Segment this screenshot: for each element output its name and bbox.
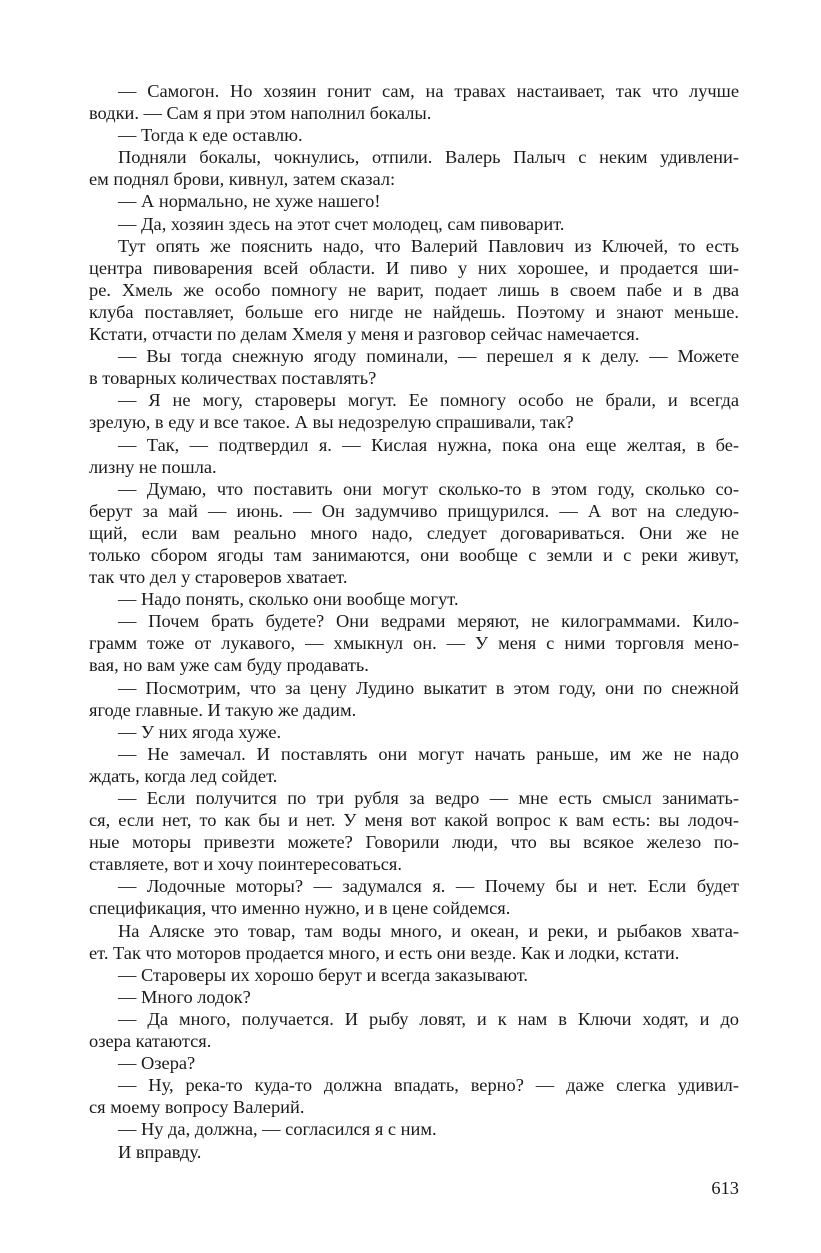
- text-line: — Посмотрим, что за цену Лудино выкатит в этом году, они по снежной: [118, 677, 739, 698]
- text-line: Подняли бокалы, чокнулись, отпили. Валерь Палыч с неким удивлени-: [118, 147, 739, 168]
- text-line: — Если получится по три рубля за ведро — мне есть смысл занимать-: [118, 788, 739, 808]
- text-line: грамм тоже от лукавого, — хмыкнул он. — У меня с ними торговля мено-: [89, 633, 739, 654]
- text-line: — Надо понять, сколько они вообще могут.: [118, 589, 459, 610]
- text-line: — Я не могу, староверы могут. Ее помногу особо не брали, и всегда: [118, 390, 739, 411]
- text-line: — А нормально, не хуже нашего!: [118, 191, 381, 212]
- text-line: ставляете, вот и хочу поинтересоваться.: [89, 854, 402, 875]
- text-line: в товарных количествах поставлять?: [89, 368, 377, 389]
- text-line: ягоде главные. И такую же дадим.: [89, 699, 357, 720]
- text-line: — Самогон. Но хозяин гонит сам, на травах настаивает, так что лучше: [118, 81, 739, 101]
- text-line: водки. — Сам я при этом наполнил бокалы.: [89, 103, 432, 124]
- text-line: озера катаются.: [89, 1031, 212, 1052]
- text-line: спецификация, что именно нужно, и в цене сойдемся.: [89, 898, 511, 919]
- text-line: центра пивоварения всей области. И пиво у них хорошее, и продается ши-: [89, 257, 739, 278]
- text-line: — Староверы их хорошо берут и всегда заказывают.: [118, 964, 528, 985]
- text-line: ет. Так что моторов продается много, и есть они везде. Как и лодки, кстати.: [89, 942, 680, 963]
- text-line: — У них ягода хуже.: [118, 721, 282, 742]
- text-line: лизну не пошла.: [89, 456, 217, 477]
- text-line: Кстати, отчасти по делам Хмеля у меня и разговор сейчас намечается.: [89, 324, 640, 345]
- text-line: ные моторы привезти можете? Говорили люди, что вы всякое железо по-: [89, 832, 739, 853]
- text-line: — Думаю, что поставить они могут сколько-то в этом году, сколько со-: [118, 478, 739, 499]
- text-line: зрелую, в еду и все такое. А вы недозрелую спрашивали, так?: [89, 412, 574, 433]
- text-line: только сбором ягоды там занимаются, они вообще с земли и с реки живут,: [89, 544, 739, 565]
- text-line: так что дел у староверов хватает.: [89, 567, 348, 588]
- text-line: — Да много, получается. И рыбу ловят, и к нам в Ключи ходят, и до: [118, 1008, 739, 1029]
- text-line: Тут опять же пояснить надо, что Валерий Павлович из Ключей, то есть: [118, 235, 739, 256]
- page-body: [89, 80, 739, 1163]
- text-line: берут за май — июнь. — Он задумчиво прищурился. — А вот на следую-: [89, 500, 739, 521]
- text-line: ждать, когда лед сойдет.: [89, 765, 278, 786]
- text-line: ся, если нет, то как бы и нет. У меня вот какой вопрос к вам есть: вы лодоч-: [89, 810, 739, 831]
- text-line: — Вы тогда снежную ягоду поминали, — перешел я к делу. — Можете: [118, 346, 739, 367]
- text-line: ем поднял брови, кивнул, затем сказал:: [89, 169, 396, 190]
- text-line: — Тогда к еде оставлю.: [118, 125, 303, 146]
- text-line: ся моему вопросу Валерий.: [89, 1097, 305, 1118]
- text-line: ре. Хмель же особо помногу не варит, подает лишь в своем пабе и в два: [89, 279, 739, 300]
- text-line: — Да, хозяин здесь на этот счет молодец, сам пивоварит.: [118, 213, 565, 234]
- text-line: — Почем брать будете? Они ведрами меряют, не килограммами. Кило-: [118, 611, 739, 632]
- text-line: — Много лодок?: [118, 986, 251, 1007]
- text-line: вая, но вам уже сам буду продавать.: [89, 655, 369, 676]
- text-line: щий, если вам реально много надо, следует договариваться. Они же не: [89, 522, 739, 543]
- text-line: — Ну, река-то куда-то должна впадать, верно? — даже слегка удивил-: [118, 1075, 739, 1096]
- text-line: клуба поставляет, больше его нигде не найдешь. Поэтому и знают меньше.: [89, 301, 739, 322]
- text-line: — Лодочные моторы? — задумался я. — Почему бы и нет. Если будет: [118, 876, 739, 897]
- page-number: 613: [711, 1178, 739, 1198]
- text-line: — Не замечал. И поставлять они могут начать раньше, им же не надо: [118, 743, 739, 764]
- text-line: — Озера?: [118, 1053, 196, 1074]
- text-line: — Так, — подтвердил я. — Кислая нужна, пока она еще желтая, в бе-: [118, 434, 739, 455]
- text-line: — Ну да, должна, — согласился я с ним.: [118, 1119, 437, 1140]
- text-line: И вправду.: [118, 1141, 202, 1162]
- text-line: На Аляске это товар, там воды много, и океан, и реки, и рыбаков хвата-: [118, 920, 739, 941]
